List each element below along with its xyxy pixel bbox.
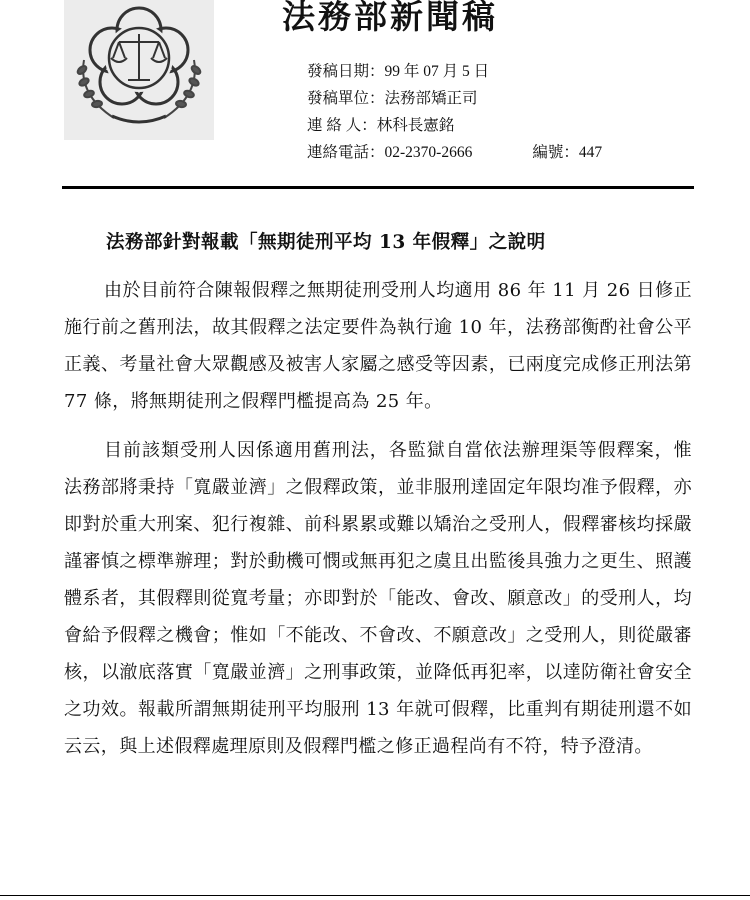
header-divider	[62, 186, 694, 189]
contact-phone-label: 連絡電話：	[307, 144, 385, 161]
article-headline: 法務部針對報載「無期徒刑平均 13 年假釋」之說明	[106, 232, 546, 253]
release-unit-label: 發稿單位：	[307, 90, 385, 107]
contact-phone-row	[307, 139, 707, 166]
article-paragraph-1: 由於目前符合陳報假釋之無期徒刑受刑人均適用 86 年 11 月 26 日修正施行前之舊刑法，故其假釋之法定要件為執行逾 10 年，法務部衡酌社會公平正義、考量社會大眾觀感及被害人家屬之感受等因素，已兩度完成修正刑法第 77 條，將無期徒刑之假釋門檻提高為 25 年。	[64, 280, 692, 412]
release-unit-row	[307, 85, 707, 112]
contact-person-value: 林科長憲銘	[376, 117, 455, 134]
article-body	[64, 272, 692, 765]
release-date-row	[307, 58, 707, 85]
page-bottom-divider	[0, 895, 750, 896]
contact-person-row	[307, 112, 707, 139]
contact-phone-value: 02-2370-2666	[384, 144, 473, 161]
release-date-value: 99 年 07 月 5 日	[384, 63, 490, 80]
serial-value: 447	[578, 144, 603, 161]
serial-number	[532, 139, 602, 166]
release-meta	[307, 58, 707, 166]
press-release-title: 法務部新聞稿	[282, 0, 498, 36]
release-date-label: 發稿日期：	[307, 63, 385, 80]
article-paragraph-2: 目前該類受刑人因係適用舊刑法，各監獄自當依法辦理渠等假釋案，惟法務部將秉持「寬嚴並濟」之假釋政策，並非服刑達固定年限均准予假釋，亦即對於重大刑案、犯行複雜、前科累累或難以矯治之受刑人，假釋審核均採嚴謹審慎之標準辦理；對於動機可憫或無再犯之虞且出監後具強力之更生、照護體系者，其假釋則從寬考量；亦即對於「能改、會改、願意改」的受刑人，均會給予假釋之機會；惟如「不能改、不會改、不願意改」之受刑人，則從嚴審核，以澈底落實「寬嚴並濟」之刑事政策，並降低再犯率，以達防衛社會安全之功效。報載所謂無期徒刑平均服刑 13 年就可假釋，比重判有期徒刑還不如云云，與上述假釋處理原則及假釋門檻之修正過程尚有不符，特予澄清。	[64, 440, 692, 757]
ministry-emblem	[64, 0, 214, 140]
plum-blossom-scales-icon	[64, 0, 214, 140]
release-unit-value: 法務部矯正司	[384, 90, 478, 107]
serial-label: 編號：	[532, 144, 579, 161]
contact-person-label: 連 絡 人：	[307, 117, 377, 134]
